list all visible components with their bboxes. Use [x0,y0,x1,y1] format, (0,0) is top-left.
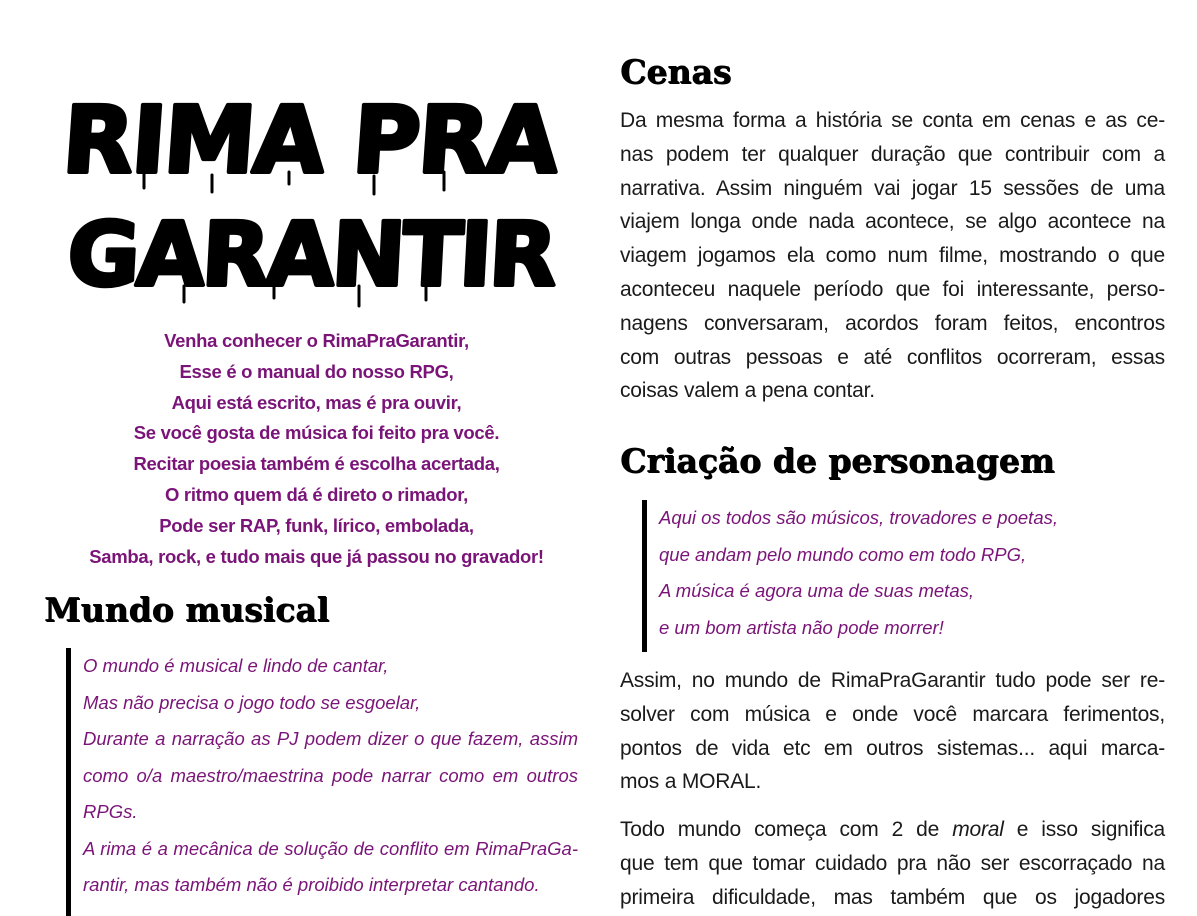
paragraph-line: nas podem ter qualquer duração que contribuir com a [620,142,1165,166]
paragraph-line: aconteceu naquele período que foi interessante, perso- [620,277,1165,301]
poem-line: Recitar poesia também é escolha acertada, [133,453,500,475]
paragraph-line: Assim, no mundo de RimaPraGarantir tudo pode ser re- [620,669,1165,692]
poem-line: Aqui está escrito, mas é pra ouvir, [171,391,462,413]
quote-line: como o/a maestro/maestrina pode narrar como em outros [83,764,578,786]
poem-line: O ritmo quem dá é direto o rimador, [164,483,469,505]
right-column [620,0,1166,916]
assim-paragraph [620,664,1165,799]
mundo-musical-heading: Mundo musical [44,590,330,629]
poem-line: Se você gosta de música foi feito pra você. [133,422,500,444]
quote-line: rantir, mas também não é proibido interpretar cantando. [83,874,540,895]
paragraph-line: primeira dificuldade, mas também que os jogadores [620,885,1165,909]
paragraph-line: pontos de vida etc em outros sistemas... aqui marca- [620,736,1165,760]
paragraph-line [620,813,1165,847]
quote-line: Durante a narração as PJ podem dizer o que fazem, assim [83,728,578,749]
quote-line: A rima é a mecânica de solução de conflito em RimaPraGa- [83,837,578,859]
quote-line: A música é agora uma de suas metas, [659,580,974,601]
rima-pra-garantir-logo [59,80,561,320]
quote-line: que andam pelo mundo como em todo RPG, [659,543,1027,565]
quote-line: O mundo é musical e lindo de cantar, [83,655,389,676]
paragraph-line: Da mesma forma a história se conta em cenas e as ce- [620,109,1165,132]
cenas-heading: Cenas [620,52,732,91]
paragraph-line: que tem que tomar cuidado pra não ser escorraçado na [620,851,1165,875]
poem-line: Pode ser RAP, funk, lírico, embolada, [159,514,474,536]
todo-mundo-paragraph [620,813,1165,914]
paragraph-line: solver com música e onde você marcara ferimentos, [620,702,1165,726]
paragraph-line: viagem jogamos ela como num filme, mostrando o que [620,244,1165,268]
criacao-quote [642,500,1062,652]
criacao-personagem-heading: Criação de personagem [620,441,1055,480]
quote-line: RPGs. [83,801,138,822]
paragraph-line: narrativa. Assim ninguém vai jogar 15 sessões de uma [620,176,1165,200]
paragraph-line: mos a MORAL. [620,770,762,794]
logo-line-2: GARANTIR [65,203,557,306]
text-run: e isso significa [1003,818,1165,841]
poem-line: Esse é o manual do nosso RPG, [179,360,454,382]
mundo-musical-quote [66,648,578,916]
quote-line: Mas não precisa o jogo todo se esgoelar, [83,691,421,713]
paragraph-line: nagens conversaram, acordos foram feitos, encontros [620,311,1165,335]
logo-line-1: RIMA PRA [59,87,561,194]
cenas-paragraph [620,104,1165,408]
paragraph-line: coisas valem a pena contar. [620,379,875,403]
text-run: Todo mundo começa com 2 de [620,818,953,841]
logo-graffiti [59,80,561,320]
poem-line: Venha conhecer o RimaPraGarantir, [164,330,469,351]
quote-line: Aqui os todos são músicos, trovadores e poetas, [659,507,1058,528]
quote-line: e um bom artista não pode morrer! [659,616,944,638]
paragraph-line: com outras pessoas e até conflitos ocorreram, essas [620,345,1165,369]
paragraph-line: viajem longa onde nada acontece, se algo acontece na [620,210,1165,234]
intro-poem [44,326,589,572]
moral-emphasis: moral [952,818,1004,841]
poem-line: Samba, rock, e tudo mais que já passou no gravador! [89,545,544,567]
left-column [44,0,584,916]
